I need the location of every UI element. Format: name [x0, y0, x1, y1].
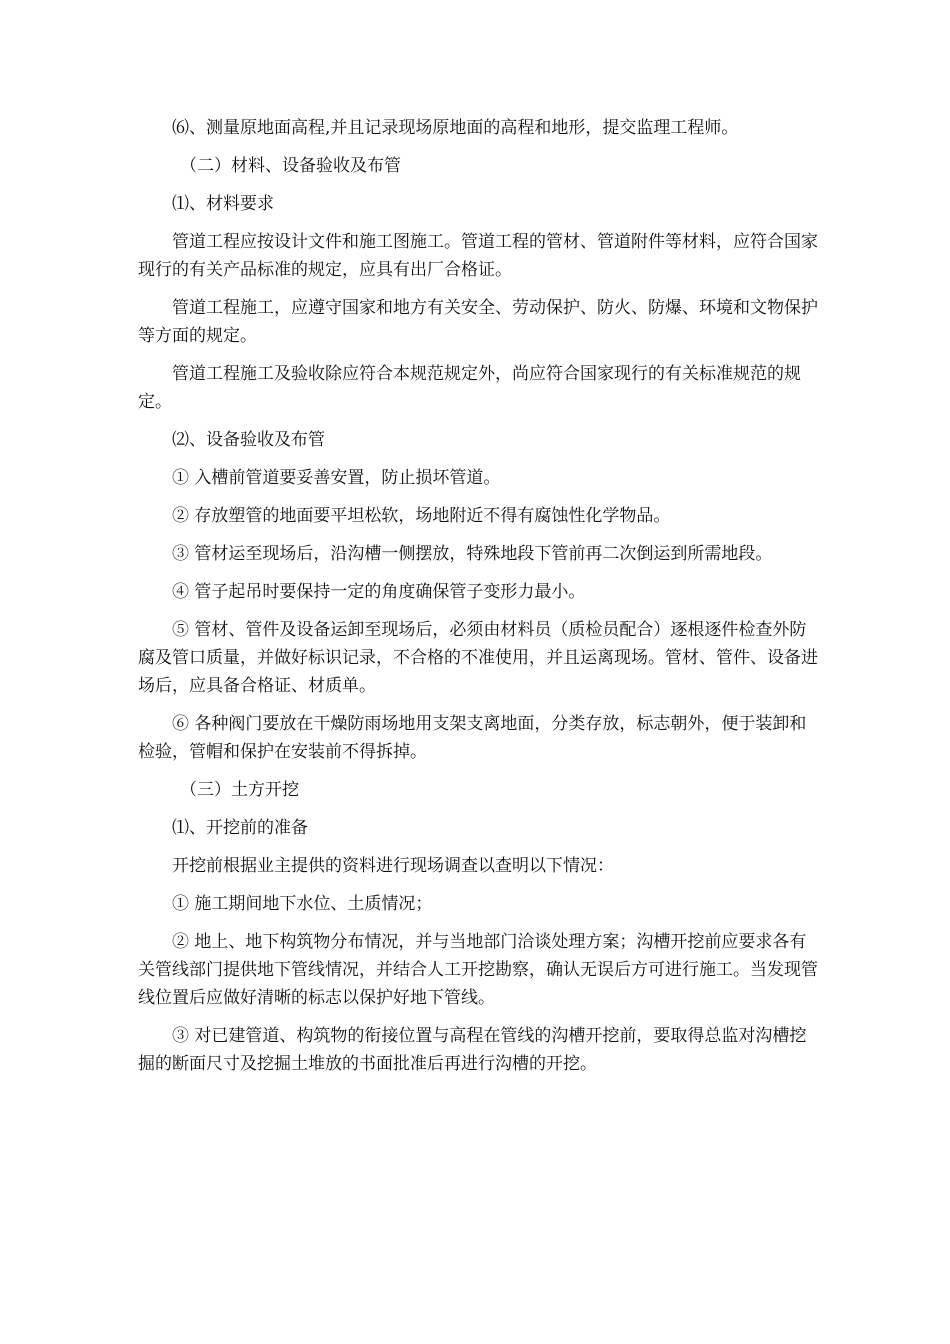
list-item-1: ① 入槽前管道要妥善安置，防止损坏管道。 — [172, 468, 501, 488]
paragraph-item-6-survey: ⑹、测量原地面高程,并且记录现场原地面的高程和地形，提交监理工程师。 — [172, 118, 739, 138]
list-item-2: ② 存放塑管的地面要平坦松软，场地附近不得有腐蚀性化学物品。 — [172, 506, 671, 526]
subheading-equipment-acceptance: ⑵、设备验收及布管 — [172, 430, 325, 450]
list-item-4: ④ 管子起吊时要保持一定的角度确保管子变形力最小。 — [172, 582, 586, 602]
list-item-structures: ② 地上、地下构筑物分布情况，并与当地部门洽谈处理方案；沟槽开挖前应要求各有关管线部门提供地下管线情况，并结合人工开挖勘察，确认无误后方可进行施工。当发现管线位置后应做好清晰的标志以保护好地下管线。 — [138, 932, 818, 1008]
paragraph-standards: 管道工程施工及验收除应符合本规范规定外，尚应符合国家现行的有关标准规范的规定。 — [138, 364, 801, 412]
document-page — [138, 114, 818, 1088]
list-item-6: ⑥ 各种阀门要放在干燥防雨场地用支架支离地面，分类存放，标志朝外，便于装卸和检验，管帽和保护在安装前不得拆掉。 — [138, 714, 807, 762]
subheading-material-requirements: ⑴、材料要求 — [172, 194, 274, 214]
paragraph-safety: 管道工程施工，应遵守国家和地方有关安全、劳动保护、防火、防爆、环境和文物保护等方面的规定。 — [138, 298, 818, 346]
section-heading-excavation: （三）土方开挖 — [180, 780, 299, 800]
list-item-3: ③ 管材运至现场后，沿沟槽一侧摆放，特殊地段下管前再二次倒运到所需地段。 — [172, 544, 773, 564]
list-item-connections: ③ 对已建管道、构筑物的衔接位置与高程在管线的沟槽开挖前，要取得总监对沟槽挖掘的断面尺寸及挖掘土堆放的书面批准后再进行沟槽的开挖。 — [138, 1026, 807, 1074]
section-heading-materials: （二）材料、设备验收及布管 — [180, 156, 401, 176]
paragraph-design-docs: 管道工程应按设计文件和施工图施工。管道工程的管材、管道附件等材料，应符合国家现行的有关产品标准的规定，应具有出厂合格证。 — [138, 232, 818, 280]
list-item-groundwater: ① 施工期间地下水位、土质情况； — [172, 894, 433, 914]
subheading-preparation: ⑴、开挖前的准备 — [172, 818, 308, 838]
list-item-5: ⑤ 管材、管件及设备运卸至现场后，必须由材料员（质检员配合）逐根逐件检查外防腐及管口质量，并做好标识记录，不合格的不准使用，并且运离现场。管材、管件、设备进场后，应具备合格证、材质单。 — [138, 620, 818, 696]
paragraph-survey-intro: 开挖前根据业主提供的资料进行现场调查以查明以下情况： — [172, 856, 614, 876]
